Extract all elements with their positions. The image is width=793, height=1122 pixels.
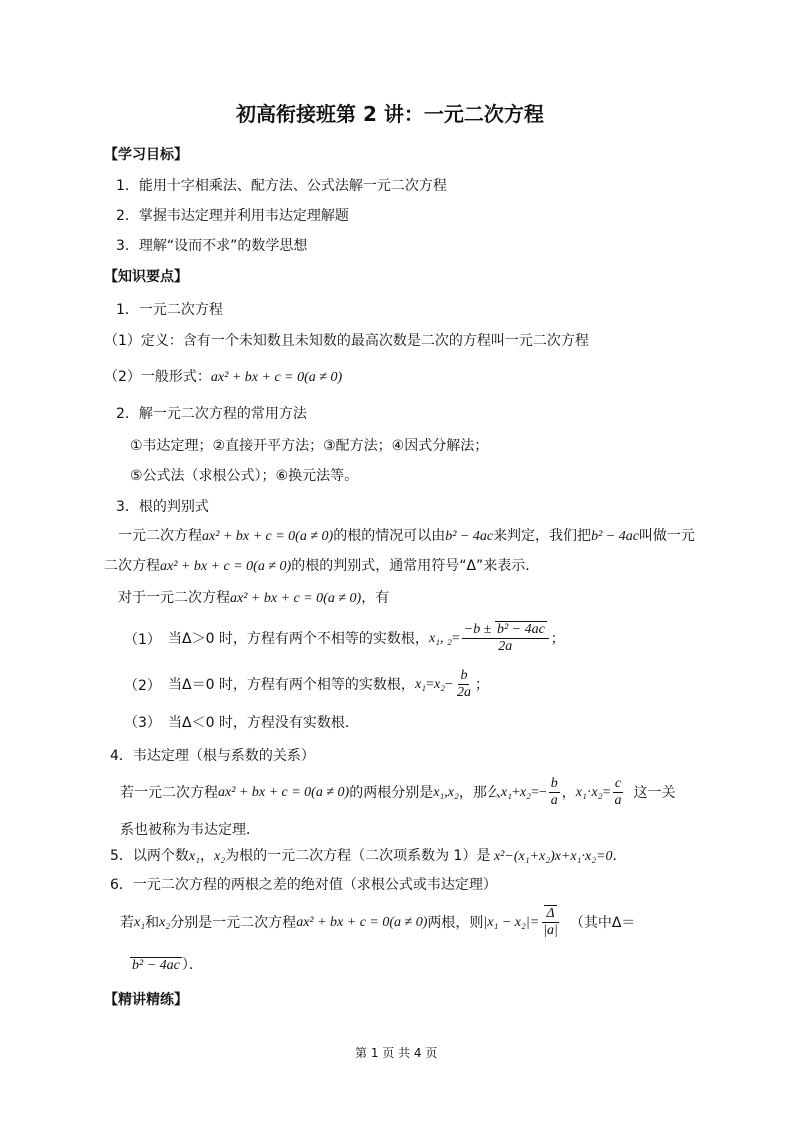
k1-general-form: [104, 367, 342, 388]
text: 两根，则: [427, 914, 484, 931]
k1-definition: （1）定义：含有一个未知数且未知数的最高次数是二次的方程叫一元二次方程: [104, 333, 589, 349]
k1-general-label: （2）一般形式：: [104, 369, 211, 385]
case-2: 当Δ＝0 时，方程有两个相等的实数根， x₁ = x₂ − $\frac{b}{2a}$ ；: [168, 668, 489, 700]
text: 来判定，我们把: [493, 528, 592, 544]
goal-item: 1．能用十字相乘法、配方法、公式法解一元二次方程: [116, 178, 447, 194]
k3-paragraph-line: [118, 588, 389, 609]
k5-line: 5．以两个数x₁，x₂为根的一元二次方程（二次项系数为 1）是 x²−(x₁+x₂)x+x₁·x₂=0．: [110, 848, 627, 864]
denominator: a: [550, 793, 558, 808]
text: 一元二次方程: [118, 528, 202, 544]
denominator: |a|: [543, 923, 558, 938]
x2: x₂: [591, 784, 603, 800]
text: 当Δ＞0 时，方程有两个不相等的实数根，: [168, 630, 429, 647]
equation: ax² + bx + c = 0(a ≠ 0): [296, 914, 428, 930]
text: 若一元二次方程: [120, 784, 218, 801]
text: ，有: [361, 590, 390, 606]
text: 为根的一元二次方程（二次项系数为 1）是: [225, 848, 491, 864]
numerator: b: [550, 776, 558, 791]
root-symbol: x₁, ₂: [428, 630, 452, 646]
section-knowledge: 【知识要点】: [104, 269, 188, 285]
text: 二次方程: [104, 558, 160, 574]
text: 对于一元二次方程: [118, 590, 230, 606]
equation: ax² + bx + c = 0(a ≠ 0): [210, 370, 343, 385]
page-footer: 第 1 页 共 4 页: [355, 1046, 438, 1060]
case-number: （3）: [124, 715, 161, 731]
text: （其中Δ＝: [569, 914, 636, 931]
denominator: 2a: [498, 639, 513, 654]
k2-line: ①韦达定理；②直接开平方法；③配方法；④因式分解法；: [130, 438, 489, 454]
k1-heading: 1．一元二次方程: [116, 302, 223, 318]
equation: ax² + bx + c = 0(a ≠ 0): [230, 591, 362, 606]
discriminant: b² − 4ac: [591, 529, 639, 544]
text: 分别是一元二次方程: [170, 914, 297, 931]
k3-paragraph-line: [118, 526, 695, 547]
case-number: （1）: [124, 632, 161, 648]
sqrt-discriminant: b² − 4ac: [496, 622, 545, 637]
k4-heading: 4．韦达定理（根与系数的关系）: [110, 748, 315, 764]
section-goals: 【学习目标】: [104, 147, 188, 163]
case-3: 当Δ＜0 时，方程没有实数根．: [168, 715, 359, 731]
x1: x₁: [188, 849, 201, 864]
sqrt-discriminant: b² − 4ac: [132, 958, 180, 973]
text: ）．: [181, 957, 203, 973]
k2-heading: 2．解一元二次方程的常用方法: [116, 406, 307, 422]
k6-line: [130, 955, 203, 976]
k3-heading: 3．根的判别式: [116, 499, 209, 515]
x1: x₁: [575, 784, 587, 800]
x1: x₁: [134, 914, 146, 930]
k3-paragraph-line: [104, 556, 539, 577]
text: 当Δ＝0 时，方程有两个相等的实数根，: [168, 676, 415, 693]
text: 的根的情况可以由: [333, 528, 446, 544]
goal-item: 2．掌握韦达定理并利用韦达定理解题: [116, 208, 349, 224]
text: 5．以两个数: [110, 848, 189, 864]
x1: x₁: [414, 676, 427, 692]
equation: ax² + bx + c = 0(a ≠ 0): [202, 529, 334, 544]
fraction-c-a: [613, 776, 624, 809]
quadratic-formula: [462, 622, 549, 655]
roots: x₁,x₂: [433, 784, 459, 800]
equation: ax² + bx + c = 0(a ≠ 0): [218, 784, 350, 800]
x2: x₂: [433, 676, 446, 692]
text: 叫做一元: [638, 528, 695, 544]
k6-heading: 6．一元二次方程的两根之差的绝对值（求根公式或韦达定理）: [110, 877, 497, 893]
text: ．: [612, 848, 627, 864]
text: 若: [120, 914, 134, 931]
text: 这一关: [633, 784, 676, 801]
denominator: a: [614, 793, 622, 808]
k4-line: 系也被称为韦达定理．: [120, 822, 260, 838]
k4-line: 若一元二次方程 ax² + bx + c = 0(a ≠ 0) 的两根分别是 x₁,x₂ ，那么 x₁ + x₂ =− $\frac{b}{a}$ ， x₁ · x₂ = $\frac{c}{a}$ 这一关: [120, 776, 676, 808]
text: 和: [145, 914, 160, 931]
discriminant: b² − 4ac: [445, 529, 494, 544]
page-title: 初高衔接班第 2 讲：一元二次方程: [236, 102, 544, 126]
text: 的根的判别式，通常用符号“Δ”来表示．: [291, 558, 540, 574]
section-practice: 【精讲精练】: [104, 992, 188, 1008]
goal-item: 3．理解“设而不求”的数学思想: [116, 238, 308, 254]
fraction-root-delta: [541, 906, 560, 939]
text: ，那么: [458, 784, 501, 801]
x2: x₂: [214, 849, 226, 864]
case-1: 当Δ＞0 时，方程有两个不相等的实数根， x₁, ₂ = $\frac{\text{−b ± b² − 4ac}}{2a}$ ；: [168, 622, 565, 654]
denominator: 2a: [456, 685, 471, 700]
x2: x₂: [159, 914, 171, 930]
x1: x₁: [500, 784, 512, 800]
sqrt-delta: Δ: [546, 906, 555, 921]
equation: ax² + bx + c = 0(a ≠ 0): [160, 559, 292, 574]
case-number: （2）: [124, 678, 161, 694]
k6-line: 若 x₁ 和 x₂ 分别是一元二次方程 ax² + bx + c = 0(a ≠ 0) 两根，则 |x₁ − x₂|= $\frac{\Delta}{|a|}$ （其中Δ＝: [120, 906, 636, 938]
text: 的两根分别是: [349, 784, 434, 801]
k2-line: ⑤公式法（求根公式）；⑥换元法等。: [130, 468, 359, 484]
numerator: b: [460, 668, 468, 683]
numerator: c: [614, 776, 622, 791]
fraction-b-a: [549, 776, 560, 809]
numerator-text: −b ±: [463, 622, 495, 637]
x2: x₂: [519, 784, 531, 800]
fraction-b-2a: [455, 668, 473, 701]
